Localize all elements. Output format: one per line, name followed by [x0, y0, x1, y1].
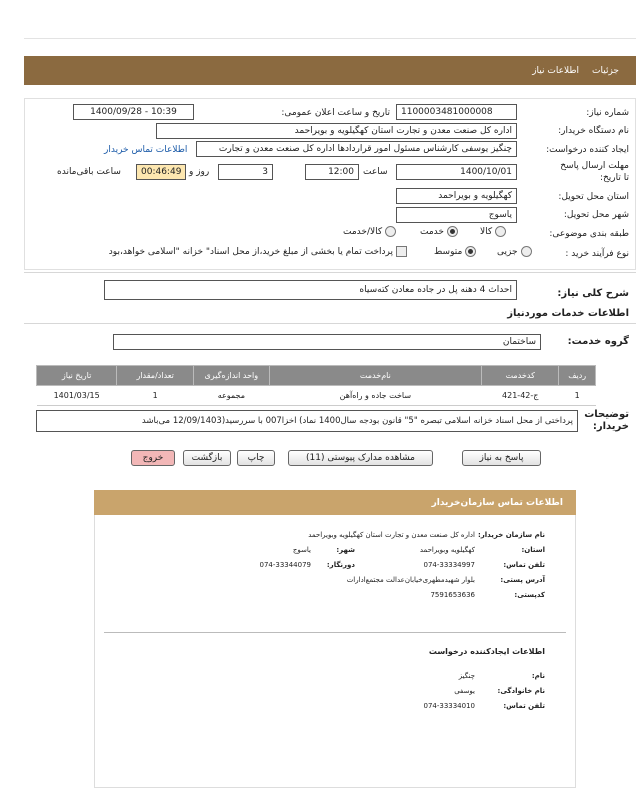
cell-unit: مجموعه	[194, 386, 270, 406]
purchase-type-label: نوع فرآیند خرید :	[565, 249, 629, 259]
creator-label: ایجاد کننده درخواست:	[546, 145, 629, 155]
col-qty: تعداد/مقدار	[117, 366, 194, 386]
contact-city-label: شهر:	[336, 545, 355, 554]
contact-info-table	[200, 527, 545, 602]
cell-qty: 1	[117, 386, 194, 406]
creator-field: چنگیز یوسفی کارشناس مسئول امور قراردادها اداره کل صنعت معدن و تجارت	[196, 141, 517, 157]
services-section-title: اطلاعات خدمات موردنیاز	[507, 308, 629, 319]
creator-info-table	[300, 668, 545, 713]
contact-divider	[104, 632, 566, 633]
radio-icon[interactable]	[521, 246, 532, 257]
creator-first-label: نام:	[531, 671, 545, 680]
cell-row: 1	[559, 386, 596, 406]
col-name: نام‌خدمت	[269, 366, 481, 386]
reply-button[interactable]: پاسخ به نیاز	[462, 450, 541, 466]
category-label: طبقه بندی موضوعی:	[549, 229, 629, 239]
creator-row	[300, 683, 545, 698]
contact-fax-label: دورنگار:	[326, 560, 355, 569]
purchase-radio-minor[interactable]	[497, 246, 535, 257]
deadline-date-field: 1400/10/01	[396, 164, 517, 180]
table-row	[37, 386, 596, 406]
province-label: استان محل تحویل:	[558, 192, 629, 202]
announce-date-field: 1400/09/28 - 10:39	[73, 104, 194, 120]
province-field: کهگیلویه و بویراحمد	[396, 188, 517, 204]
category-service-label: خدمت	[420, 227, 444, 237]
purchase-minor-label: جزیی	[497, 247, 518, 257]
contact-province-value: کهگیلویه وبویراحمد	[419, 545, 475, 554]
buyer-notes-label: توضیحات خریدار:	[584, 409, 629, 432]
col-unit: واحد اندازه‌گیری	[194, 366, 270, 386]
creator-last-label: نام خانوادگی:	[497, 686, 545, 695]
contact-row	[200, 557, 545, 572]
days-field: 3	[218, 164, 273, 180]
attachments-button[interactable]: مشاهده مدارک پیوستی (11)	[288, 450, 433, 466]
remaining-time-field: 00:46:49	[136, 164, 186, 180]
city-field: یاسوج	[396, 207, 517, 223]
contact-city-value: یاسوج	[292, 545, 311, 554]
deadline-time-label: ساعت	[363, 167, 388, 177]
contact-fax-value: 074-33344079	[259, 560, 311, 569]
remaining-time-label: ساعت باقی‌مانده	[57, 167, 121, 177]
col-code: کدخدمت	[482, 366, 559, 386]
radio-selected-icon[interactable]	[447, 226, 458, 237]
buyer-notes-field: پرداختی از محل اسناد خزانه اسلامی تبصره "5" قانون بودجه سال1400 نماد) اخزا007 با سررسید(12/09/1403 می‌باشد	[36, 410, 578, 432]
deadline-time-field: 12:00	[305, 164, 359, 180]
service-group-label: گروه خدمت:	[567, 336, 629, 347]
cell-name: ساخت جاده و راه‌آهن	[269, 386, 481, 406]
creator-last-value: یوسفی	[454, 686, 475, 695]
radio-icon[interactable]	[385, 226, 396, 237]
col-date: تاریخ نیاز	[37, 366, 117, 386]
category-radio-goods-service[interactable]	[343, 226, 399, 237]
contact-postal-label: کد‌پستی:	[514, 590, 545, 599]
creator-section-title: اطلاعات ایجاد‌کننده درخواست	[428, 647, 545, 656]
contact-row	[200, 572, 545, 587]
purchase-medium-label: متوسط	[434, 247, 463, 257]
checkbox-icon[interactable]	[396, 246, 407, 257]
col-row: ردیف	[559, 366, 596, 386]
cell-date: 1401/03/15	[37, 386, 117, 406]
services-table	[36, 365, 596, 406]
radio-selected-icon[interactable]	[465, 246, 476, 257]
announce-date-label: تاریخ و ساعت اعلان عمومی:	[281, 108, 390, 118]
tab-need-info[interactable]: اطلاعات نیاز	[532, 66, 579, 76]
category-radio-goods[interactable]	[480, 226, 509, 237]
contact-address-value: بلوار شهید‌مطهری‌خیابان‌عدالت مجتمع‌ادارات	[346, 575, 475, 584]
contact-phone-label: تلفن تماس:	[503, 560, 545, 569]
creator-row	[300, 668, 545, 683]
contact-title: اطلاعات تماس سازمان‌خریدار	[431, 498, 563, 508]
days-label: روز و	[189, 167, 210, 177]
purchase-radio-medium[interactable]	[434, 246, 479, 257]
contact-row	[200, 542, 545, 557]
section-divider	[24, 323, 636, 324]
description-label: شرح کلی نیاز:	[557, 288, 629, 299]
creator-row	[300, 698, 545, 713]
creator-first-value: چنگیز	[458, 671, 475, 680]
org-name-label: نام سازمان خریدار:	[477, 530, 545, 539]
description-field: احداث 4 دهنه پل در جاده معادن کته‌سیاه	[104, 280, 517, 300]
table-header-row	[37, 366, 596, 386]
print-button[interactable]: چاپ	[237, 450, 275, 466]
top-divider	[24, 38, 636, 39]
contact-postal-value: 7591653636	[430, 590, 475, 599]
contact-province-label: استان:	[521, 545, 545, 554]
section-divider	[24, 272, 636, 273]
deadline-label: مهلت ارسال پاسخ تا تاریخ:	[560, 161, 629, 183]
city-label: شهر محل تحویل:	[563, 210, 629, 220]
buyer-contact-link[interactable]: اطلاعات تماس خریدار	[104, 145, 188, 155]
tab-details[interactable]: جزئیات	[592, 66, 619, 76]
creator-phone-label: تلفن تماس:	[503, 701, 545, 710]
need-number-field: 1100003481000008	[396, 104, 517, 120]
radio-icon[interactable]	[495, 226, 506, 237]
buyer-org-field: اداره کل صنعت معدن و تجارت استان کهگیلویه و بویراحمد	[156, 123, 517, 139]
back-button[interactable]: بازگشت	[183, 450, 231, 466]
contact-phone-value: 074-33334997	[423, 560, 475, 569]
buyer-org-label: نام دستگاه خریدار:	[558, 126, 629, 136]
exit-button[interactable]: خروج	[131, 450, 175, 466]
contact-row	[200, 587, 545, 602]
category-goods-service-label: کالا/خدمت	[343, 227, 383, 237]
treasury-payment-checkbox[interactable]	[60, 246, 410, 257]
service-group-field: ساختمان	[113, 334, 541, 350]
category-goods-label: کالا	[480, 227, 493, 237]
category-radio-service[interactable]	[420, 226, 461, 237]
contact-address-label: آدرس پستی:	[500, 575, 545, 584]
treasury-payment-label: پرداخت تمام یا بخشی از مبلغ خرید،از محل اسناد" خزانه "اسلامی خواهد،بود	[108, 247, 393, 257]
contact-row	[200, 527, 545, 542]
cell-code: ج-42-421	[482, 386, 559, 406]
need-number-label: شماره نیاز:	[586, 108, 629, 118]
creator-phone-value: 074-33334010	[423, 701, 475, 710]
org-name-value: اداره کل صنعت معدن و تجارت استان کهگیلویه وبویراحمد	[308, 530, 475, 539]
